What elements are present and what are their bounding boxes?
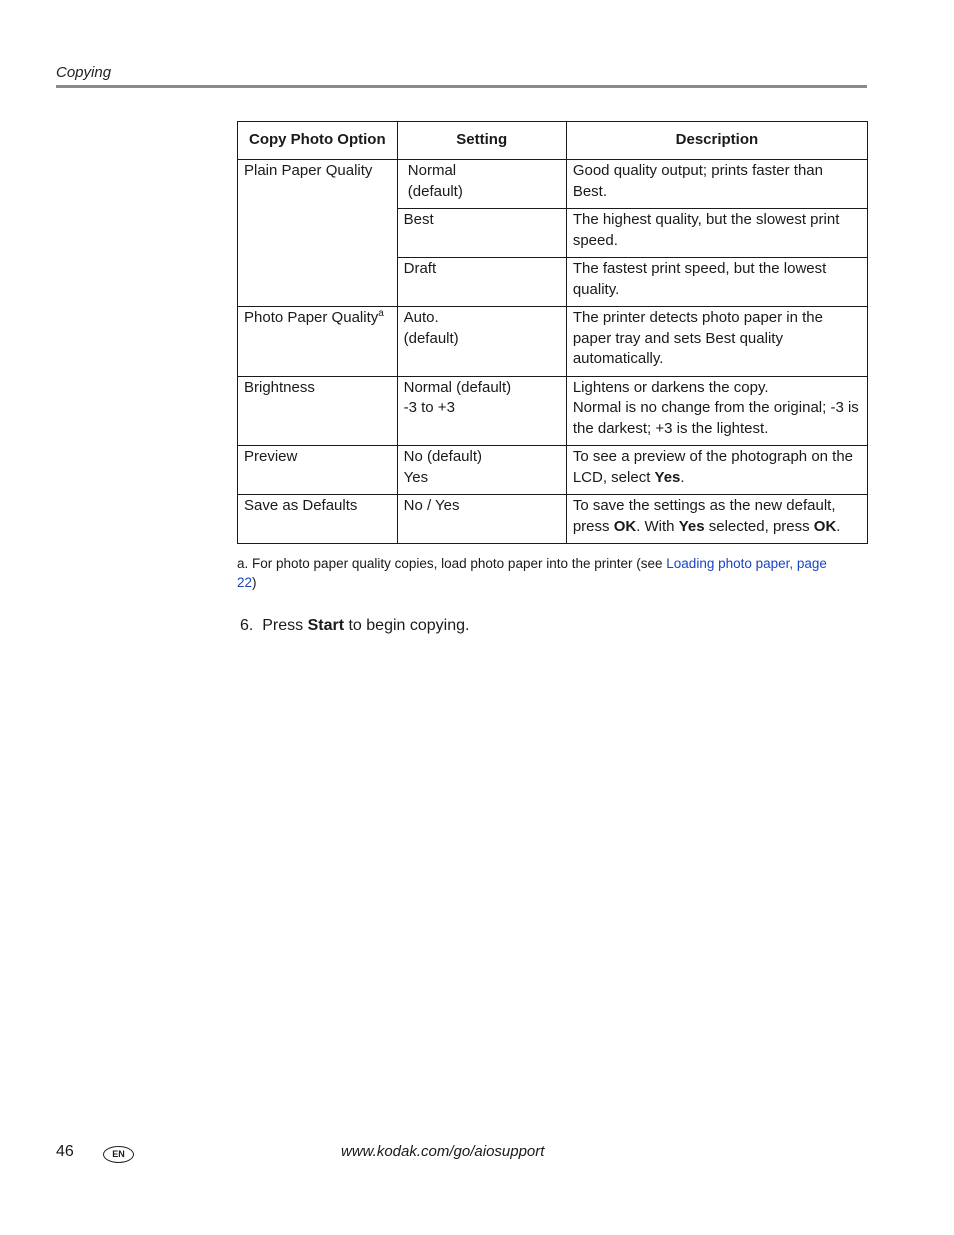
description-line: Lightens or darkens the copy. [572,378,769,396]
option-cell-plain-paper-quality: Plain Paper Quality [238,160,398,307]
description-cell [566,495,867,544]
footnote-text-end: ) [252,575,257,590]
option-cell-brightness: Brightness [238,376,398,446]
table-row [238,160,868,209]
setting-cell-brightness [397,376,566,446]
description-bold: OK [813,517,837,535]
footnote-link[interactable]: Loading photo paper, page 22 [237,556,827,590]
setting-cell-save-as-defaults: No / Yes [397,495,566,544]
section-header: Copying [56,64,112,81]
option-cell-save-as-defaults: Save as Defaults [238,495,398,544]
setting-cell-preview [397,446,566,495]
description-cell [566,376,867,446]
option-cell-preview: Preview [238,446,398,495]
option-cell-photo-paper-quality [238,307,398,377]
setting-line: Yes [403,468,429,486]
description-cell: The highest quality, but the slowest print speed. [566,209,867,258]
setting-cell-draft: Draft [397,258,566,307]
description-text: selected, press [704,517,814,535]
setting-line: (default) [403,182,463,200]
description-text: . With [636,517,679,535]
step-instruction [240,615,469,637]
setting-line: (default) [403,329,459,347]
header-divider [56,85,867,88]
description-line: Normal is no change from the original; -3 is the darkest; +3 is the lightest. [572,399,859,437]
footnote-marker: a [378,308,384,319]
table-row [238,495,868,544]
description-text: . [680,468,685,486]
setting-line: Normal (default) [403,378,512,396]
setting-line: -3 to +3 [403,399,455,416]
column-header-option: Copy Photo Option [238,122,398,160]
step-bold: Start [307,617,345,634]
footnote-marker-label: a. [237,556,249,571]
description-cell: The fastest print speed, but the lowest quality. [566,258,867,307]
description-text: To see a preview of the photograph on the LCD, select [572,448,854,486]
setting-cell-best: Best [397,209,566,258]
footnote-text: For photo paper quality copies, load photo paper into the printer (see [248,556,667,571]
setting-line: Auto. [403,309,439,326]
step-text-end: to begin copying. [344,617,470,634]
description-cell [566,446,867,495]
description-text: To save the settings as the new default, press [572,497,836,535]
description-bold: Yes [678,517,705,535]
table-header-row [238,122,868,160]
description-bold: Yes [654,468,681,486]
setting-cell-auto [397,307,566,377]
copy-photo-options-table [237,121,868,544]
description-cell: The printer detects photo paper in the paper tray and sets Best quality automatically. [566,307,867,377]
description-text: . [836,517,841,535]
table-row [238,446,868,495]
column-header-description: Description [566,122,867,160]
description-bold: OK [613,517,637,535]
column-header-setting: Setting [397,122,566,160]
table-footnote [237,554,847,592]
setting-line: Normal [403,162,457,179]
setting-line: No (default) [403,448,482,465]
table-row [238,376,868,446]
setting-cell-normal [397,160,566,209]
page-number: 46 [56,1143,74,1160]
language-badge: EN [103,1146,134,1163]
option-label: Photo Paper Quality [244,309,379,326]
step-number: 6. [240,617,254,634]
step-text: Press [262,617,308,634]
table-row [238,307,868,377]
support-url: www.kodak.com/go/aiosupport [341,1143,545,1160]
description-cell: Good quality output; prints faster than Best. [566,160,867,209]
